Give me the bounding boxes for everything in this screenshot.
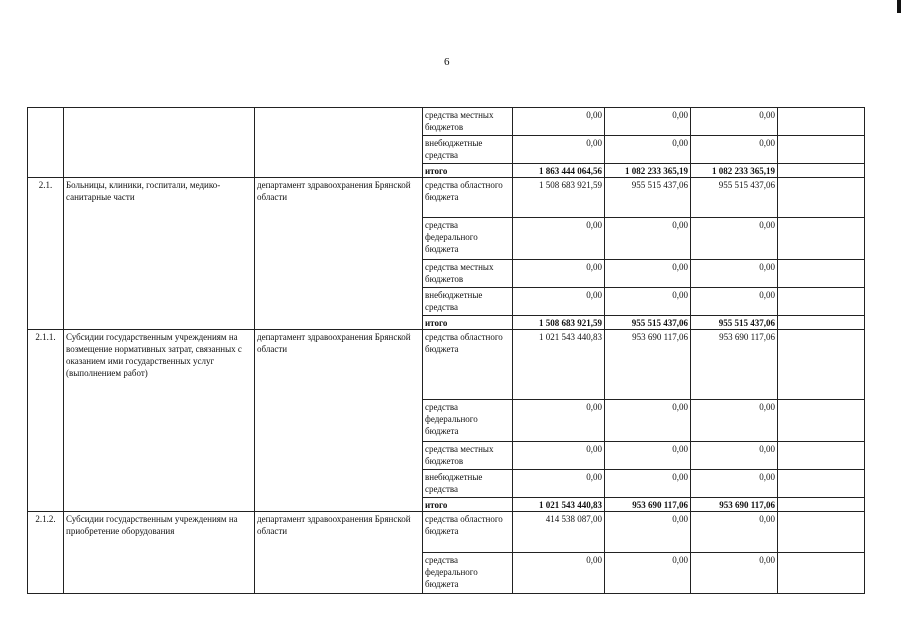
value-cell: 0,00 xyxy=(605,470,691,498)
value-cell: 0,00 xyxy=(513,288,605,316)
table-row xyxy=(28,178,865,218)
executor-cell: департамент здравоохранения Брянской области xyxy=(255,512,423,594)
value-cell: 955 515 437,06 xyxy=(605,178,691,218)
value-cell: 955 515 437,06 xyxy=(605,316,691,330)
source-cell: средства местных бюджетов xyxy=(423,260,513,288)
empty-cell xyxy=(778,178,865,218)
source-cell: средства федерального бюджета xyxy=(423,400,513,442)
value-cell: 0,00 xyxy=(513,442,605,470)
value-cell: 0,00 xyxy=(691,553,778,594)
source-cell: средства областного бюджета xyxy=(423,512,513,553)
value-cell: 0,00 xyxy=(605,512,691,553)
source-cell: средства областного бюджета xyxy=(423,178,513,218)
value-cell: 0,00 xyxy=(691,400,778,442)
empty-cell xyxy=(778,553,865,594)
value-cell: 0,00 xyxy=(605,400,691,442)
value-cell: 0,00 xyxy=(691,512,778,553)
value-cell: 0,00 xyxy=(605,442,691,470)
value-cell: 0,00 xyxy=(605,553,691,594)
value-cell: 0,00 xyxy=(605,218,691,260)
empty-cell xyxy=(778,330,865,400)
value-cell: 953 690 117,06 xyxy=(691,498,778,512)
source-cell: итого xyxy=(423,498,513,512)
value-cell: 0,00 xyxy=(691,108,778,136)
value-cell: 0,00 xyxy=(691,218,778,260)
source-cell: итого xyxy=(423,164,513,178)
value-cell: 0,00 xyxy=(513,470,605,498)
table-row xyxy=(28,512,865,553)
empty-cell xyxy=(778,260,865,288)
empty-cell xyxy=(778,442,865,470)
value-cell: 0,00 xyxy=(691,260,778,288)
executor-cell: департамент здравоохранения Брянской области xyxy=(255,330,423,512)
value-cell: 0,00 xyxy=(605,108,691,136)
value-cell: 0,00 xyxy=(513,400,605,442)
value-cell: 0,00 xyxy=(513,108,605,136)
empty-cell xyxy=(778,164,865,178)
table-row xyxy=(28,108,865,136)
source-cell: средства местных бюджетов xyxy=(423,442,513,470)
value-cell: 953 690 117,06 xyxy=(605,330,691,400)
source-cell: средства федерального бюджета xyxy=(423,553,513,594)
source-cell: средства федерального бюджета xyxy=(423,218,513,260)
name-cell: Субсидии государственным учреждениям на возмещение нормативных затрат, связанных с оказанием ими государственных услуг (выполнением работ) xyxy=(64,330,255,512)
empty-cell xyxy=(778,512,865,553)
empty-cell xyxy=(778,288,865,316)
empty-cell xyxy=(778,470,865,498)
index-cell: 2.1.2. xyxy=(28,512,64,594)
index-cell: 2.1. xyxy=(28,178,64,330)
source-cell: внебюджетные средства xyxy=(423,288,513,316)
value-cell: 953 690 117,06 xyxy=(691,330,778,400)
source-cell: внебюджетные средства xyxy=(423,470,513,498)
executor-cell xyxy=(255,108,423,178)
value-cell: 1 863 444 064,56 xyxy=(513,164,605,178)
empty-cell xyxy=(778,108,865,136)
index-cell: 2.1.1. xyxy=(28,330,64,512)
value-cell: 0,00 xyxy=(691,442,778,470)
value-cell: 0,00 xyxy=(691,470,778,498)
empty-cell xyxy=(778,218,865,260)
value-cell: 1 021 543 440,83 xyxy=(513,330,605,400)
value-cell: 1 508 683 921,59 xyxy=(513,316,605,330)
value-cell: 0,00 xyxy=(513,136,605,164)
source-cell: средства местных бюджетов xyxy=(423,108,513,136)
source-cell: средства областного бюджета xyxy=(423,330,513,400)
name-cell: Больницы, клиники, госпитали, медико-санитарные части xyxy=(64,178,255,330)
value-cell: 0,00 xyxy=(513,260,605,288)
source-cell: итого xyxy=(423,316,513,330)
name-cell xyxy=(64,108,255,178)
value-cell: 0,00 xyxy=(605,260,691,288)
source-cell: внебюджетные средства xyxy=(423,136,513,164)
value-cell: 414 538 087,00 xyxy=(513,512,605,553)
value-cell: 0,00 xyxy=(691,136,778,164)
value-cell: 1 082 233 365,19 xyxy=(691,164,778,178)
value-cell: 1 021 543 440,83 xyxy=(513,498,605,512)
value-cell: 1 082 233 365,19 xyxy=(605,164,691,178)
page-number: 6 xyxy=(444,56,450,68)
table-row xyxy=(28,330,865,400)
empty-cell xyxy=(778,136,865,164)
executor-cell: департамент здравоохранения Брянской области xyxy=(255,178,423,330)
value-cell: 0,00 xyxy=(513,218,605,260)
value-cell: 953 690 117,06 xyxy=(605,498,691,512)
value-cell: 1 508 683 921,59 xyxy=(513,178,605,218)
value-cell: 0,00 xyxy=(691,288,778,316)
value-cell: 0,00 xyxy=(605,288,691,316)
value-cell: 955 515 437,06 xyxy=(691,178,778,218)
empty-cell xyxy=(778,316,865,330)
empty-cell xyxy=(778,498,865,512)
index-cell xyxy=(28,108,64,178)
budget-table xyxy=(27,107,865,594)
value-cell: 0,00 xyxy=(605,136,691,164)
empty-cell xyxy=(778,400,865,442)
value-cell: 955 515 437,06 xyxy=(691,316,778,330)
name-cell: Субсидии государственным учреждениям на приобретение оборудования xyxy=(64,512,255,594)
value-cell: 0,00 xyxy=(513,553,605,594)
scan-edge-mark xyxy=(897,0,901,13)
